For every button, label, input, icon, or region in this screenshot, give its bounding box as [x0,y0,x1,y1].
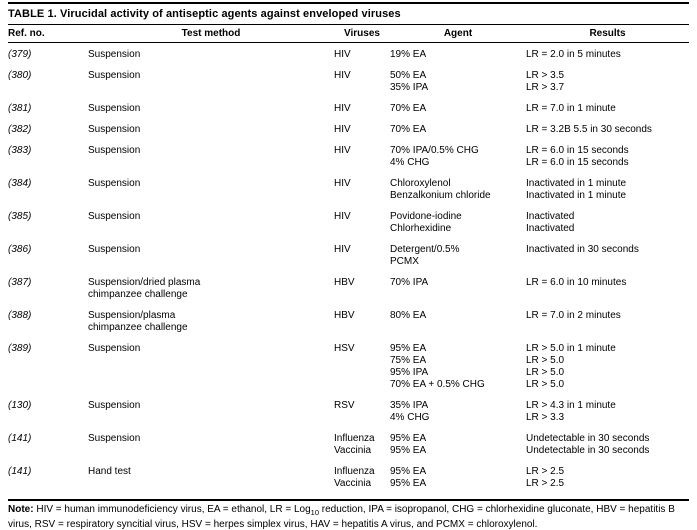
cell-line: 50% EA [390,70,427,81]
cell-line: Undetectable in 30 seconds [526,445,650,456]
cell-line: chimpanzee challenge [88,322,188,333]
table-row [8,343,689,391]
column-header-ref-no: Ref. no. [8,28,45,39]
cell-line: LR > 2.5 [526,466,565,477]
table-row [8,211,689,235]
cell-results [526,145,689,169]
cell-line: Hand test [88,466,131,477]
cell-line: LR > 5.0 in 1 minute [526,343,616,354]
cell-agent [390,244,526,268]
table-row [8,400,689,424]
table-row [8,433,689,457]
cell-line: RSV [334,400,355,411]
cell-method [88,145,334,169]
cell-line: Vaccinia [334,478,372,489]
cell-line: Influenza [334,466,375,477]
cell-line: LR > 2.5 [526,478,565,489]
cell-line: 95% IPA [390,367,429,378]
cell-results [526,49,689,61]
cell-method [88,277,334,301]
cell-method [88,103,334,115]
table-row [8,244,689,268]
cell-line: HSV [334,343,355,354]
cell-ref-no: (380) [8,70,32,81]
cell-line: Chlorhexidine [390,223,452,234]
cell-line: Inactivated in 1 minute [526,178,627,189]
table-row [8,103,689,115]
cell-line: Suspension [88,145,141,156]
cell-line: HIV [334,49,351,60]
table-row [8,49,689,61]
cell-line: 95% EA [390,433,427,444]
cell-line: HIV [334,103,351,114]
table-row [8,466,689,490]
cell-line: 80% EA [390,310,427,321]
cell-line: LR > 3.3 [526,412,565,423]
cell-method [88,49,334,61]
cell-results [526,310,689,334]
cell-line: Detergent/0.5% [390,244,460,255]
cell-line: Suspension [88,124,141,135]
cell-line: LR > 3.7 [526,82,565,93]
cell-viruses [334,49,390,61]
cell-line: Undetectable in 30 seconds [526,433,650,444]
table-title: TABLE 1. Virucidal activity of antiseptic agents against enveloped viruses [8,8,401,20]
cell-ref-no: (382) [8,124,32,135]
cell-line: LR = 2.0 in 5 minutes [526,49,621,60]
cell-line: Suspension [88,433,141,444]
cell-line: Suspension [88,103,141,114]
column-header-viruses: Viruses [344,28,380,39]
cell-ref-no: (388) [8,310,32,321]
cell-ref-no: (385) [8,211,32,222]
cell-agent [390,277,526,301]
cell-line: HBV [334,277,355,288]
cell-agent [390,211,526,235]
cell-line: 95% EA [390,445,427,456]
cell-viruses [334,277,390,301]
cell-agent [390,70,526,94]
cell-method [88,178,334,202]
cell-line: HIV [334,145,351,156]
cell-line: 70% IPA/0.5% CHG [390,145,479,156]
cell-ref-no: (387) [8,277,32,288]
cell-line: Influenza [334,433,375,444]
cell-line: Povidone-iodine [390,211,462,222]
cell-line: LR > 4.3 in 1 minute [526,400,616,411]
cell-line: Suspension [88,400,141,411]
cell-ref-no: (386) [8,244,32,255]
cell-line: LR > 5.0 [526,367,565,378]
cell-ref-no: (381) [8,103,32,114]
cell-results [526,466,689,490]
cell-line: LR = 6.0 in 15 seconds [526,145,629,156]
cell-line: Inactivated [526,223,575,234]
cell-results [526,103,689,115]
cell-results [526,244,689,268]
cell-viruses [334,103,390,115]
table-row [8,310,689,334]
cell-line: HIV [334,124,351,135]
cell-line: LR > 5.0 [526,355,565,366]
cell-agent [390,343,526,391]
column-header-agent: Agent [443,28,473,39]
cell-line: 95% EA [390,478,427,489]
cell-line: Suspension [88,343,141,354]
cell-line: LR = 7.0 in 1 minute [526,103,616,114]
cell-results [526,433,689,457]
cell-line: 70% IPA [390,277,429,288]
cell-viruses [334,70,390,94]
table-header-row [8,25,689,42]
cell-ref-no: (384) [8,178,32,189]
cell-line: Suspension [88,70,141,81]
cell-viruses [334,433,390,457]
cell-viruses [334,145,390,169]
cell-line: LR > 5.0 [526,379,565,390]
column-header-results: Results [589,28,626,39]
cell-method [88,70,334,94]
cell-viruses [334,244,390,268]
cell-line: Chloroxylenol [390,178,451,189]
table-row [8,70,689,94]
cell-method [88,244,334,268]
cell-viruses [334,466,390,490]
cell-viruses [334,211,390,235]
cell-method [88,211,334,235]
cell-results [526,178,689,202]
cell-line: 70% EA + 0.5% CHG [390,379,485,390]
cell-line: 35% IPA [390,400,429,411]
cell-agent [390,178,526,202]
cell-line: chimpanzee challenge [88,289,188,300]
cell-viruses [334,310,390,334]
cell-ref-no: (141) [8,466,32,477]
cell-agent [390,433,526,457]
cell-line: 95% EA [390,343,427,354]
cell-line: Inactivated in 1 minute [526,190,627,201]
table-row [8,277,689,301]
footnote-label: Note: [8,504,34,515]
cell-line: HIV [334,70,351,81]
cell-line: LR = 3.2B 5.5 in 30 seconds [526,124,652,135]
cell-line: Vaccinia [334,445,372,456]
cell-line: Inactivated [526,211,575,222]
cell-agent [390,310,526,334]
cell-line: Benzalkonium chloride [390,190,491,201]
cell-line: Suspension [88,244,141,255]
cell-line: HBV [334,310,355,321]
cell-line: Suspension [88,178,141,189]
cell-agent [390,103,526,115]
footnote-subscript: 10 [310,508,320,517]
cell-results [526,124,689,136]
cell-method [88,310,334,334]
cell-results [526,211,689,235]
cell-line: LR = 7.0 in 2 minutes [526,310,621,321]
cell-line: Suspension [88,49,141,60]
cell-results [526,70,689,94]
cell-ref-no: (383) [8,145,32,156]
cell-line: PCMX [390,256,419,267]
cell-agent [390,400,526,424]
cell-ref-no: (141) [8,433,32,444]
cell-agent [390,145,526,169]
cell-line: 70% EA [390,103,427,114]
cell-viruses [334,400,390,424]
cell-line: LR = 6.0 in 15 seconds [526,157,629,168]
cell-line: Inactivated in 30 seconds [526,244,639,255]
cell-line: 4% CHG [390,157,430,168]
cell-agent [390,466,526,490]
cell-line: HIV [334,178,351,189]
cell-line: LR = 6.0 in 10 minutes [526,277,627,288]
table-row [8,145,689,169]
cell-line: 19% EA [390,49,427,60]
cell-line: Suspension/plasma [88,310,176,321]
footnote-text-part2: reduction, IPA = isopropanol, CHG = chlorhexidine gluconate, HBV = hepatitis B virus, RSV = respiratory syncitial virus, HSV = herpes simplex virus, HAV = hepatitis A virus, and PCMX = chloroxylenol. [8,504,675,530]
cell-ref-no: (130) [8,400,32,411]
cell-viruses [334,124,390,136]
column-header-test-method: Test method [181,28,241,39]
cell-agent [390,124,526,136]
cell-results [526,277,689,301]
cell-line: HIV [334,211,351,222]
cell-line: Suspension/dried plasma [88,277,201,288]
cell-results [526,343,689,391]
cell-line: Suspension [88,211,141,222]
cell-method [88,124,334,136]
table-row [8,124,689,136]
table-row [8,178,689,202]
cell-line: 70% EA [390,124,427,135]
cell-ref-no: (379) [8,49,32,60]
cell-method [88,466,334,490]
cell-ref-no: (389) [8,343,32,354]
cell-method [88,400,334,424]
cell-line: 4% CHG [390,412,430,423]
cell-method [88,343,334,391]
cell-line: LR > 3.5 [526,70,565,81]
cell-method [88,433,334,457]
cell-results [526,400,689,424]
table-footnote [8,501,689,530]
cell-viruses [334,178,390,202]
cell-line: 35% IPA [390,82,429,93]
cell-viruses [334,343,390,391]
cell-line: HIV [334,244,351,255]
footnote-text-part1: HIV = human immunodeficiency virus, EA = ethanol, LR = Log [33,504,311,515]
table-body [8,43,689,490]
cell-line: 75% EA [390,355,427,366]
cell-agent [390,49,526,61]
cell-line: 95% EA [390,466,427,477]
